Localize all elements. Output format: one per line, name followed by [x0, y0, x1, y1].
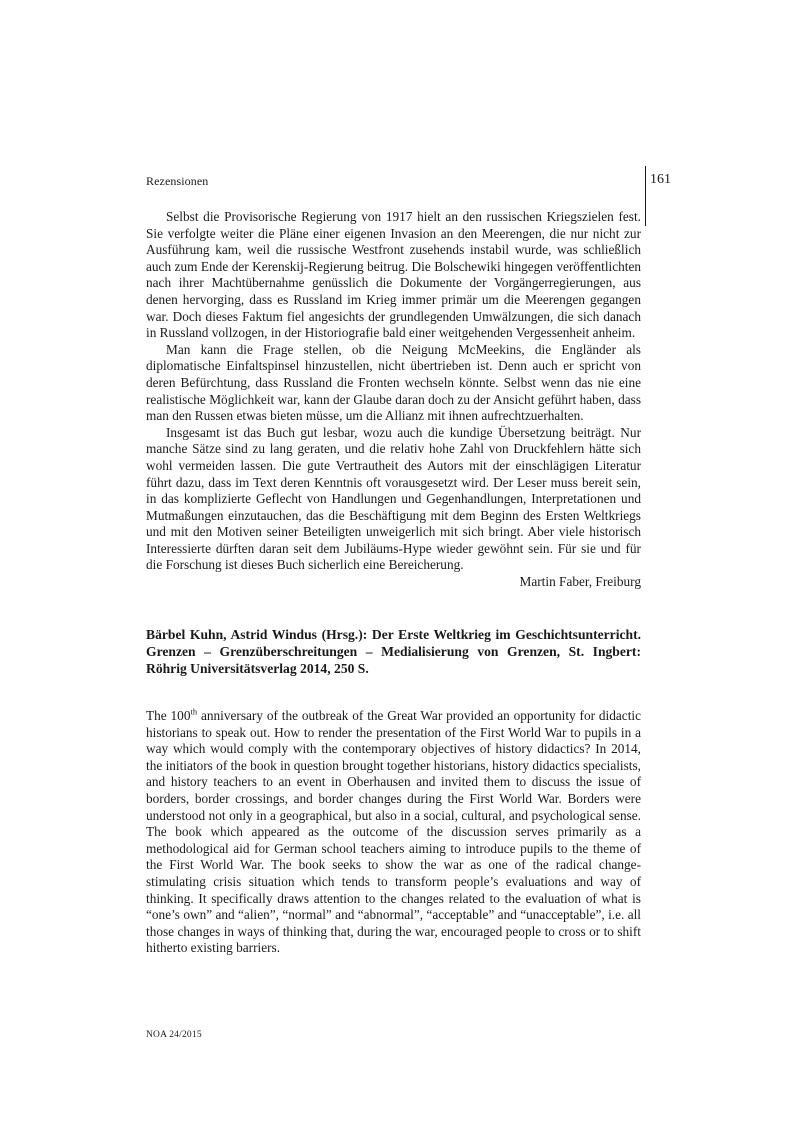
- paragraph: Insgesamt ist das Buch gut lesbar, wozu auch die kundige Übersetzung beiträgt. Nur manche Sätze sind zu lang geraten, und die relativ hohe Zahl von Druckfehlern hätte sich wohl vermeiden lassen. Die gute Vertrautheit des Autors mit der einschlägigen Literatur führt dazu, dass im Text deren Kenntnis oft vorausgesetzt wird. Der Leser muss bereit sein, in das komplizierte Geflecht von Handlungen und Gegenhandlungen, Interpretationen und Mutmaßungen einzutauchen, das die Beschäftigung mit dem Beginn des Ersten Weltkriegs und mit den Motiven seiner Beteiligten unweigerlich mit sich bringt. Aber viele historisch Interessierte dürften daran seit dem Jubiläums-Hype wieder gewöhnt sein. Für sie und für die Forschung ist dieses Buch sicherlich eine Bereicherung.: [146, 424, 641, 573]
- paragraph-text: anniversary of the outbreak of the Great War provided an opportunity for didactic historians to speak out. How to render the presentation of the First World War to pupils in a way which would comply with the contemporary objectives of history didactics? In 2014, the initiators of the book in question brought together historians, history didactics specialists, and history teachers to an event in Oberhausen and invited them to discuss the issue of borders, border crossings, and border changes during the First World War. Borders were understood not only in a geographical, but also in a social, cultural, and psychological sense. The book which appeared as the outcome of the discussion serves primarily as a methodological aid for German school teachers aiming to introduce pupils to the theme of the First World War. The book seeks to show the war as one of the radical change-stimulating crisis situation which tends to transform people’s evaluations and way of thinking. It specifically draws attention to the changes related to the evaluation of what is “one’s own” and “alien”, “normal” and “abnormal”, “acceptable” and “unacceptable”, i.e. all those changes in ways of thinking that, during the war, encouraged people to cross or to shift hitherto existing barriers.: [146, 708, 641, 956]
- margin-rule: [645, 166, 646, 226]
- review-body-1: [146, 209, 641, 591]
- paragraph: Man kann die Frage stellen, ob die Neigung McMeekins, die Engländer als diplomatische Einfaltspinsel hinzustellen, nicht übertrieben ist. Denn auch er spricht von deren Befürchtung, dass Russland die Fronten wechseln könnte. Selbst wenn das nie eine realistische Möglichkeit war, kann der Glaube daran doch zu der Ansicht geführt haben, dass man den Russen etwas bieten müsse, um die Allianz mit ihnen aufrechtzuerhalten.: [146, 341, 641, 424]
- paragraph: Selbst die Provisorische Regierung von 1917 hielt an den russischen Kriegszielen fest. Sie verfolgte weiter die Pläne einer eigenen Invasion an den Meerengen, die nur nicht zur Ausführung kam, weil die russische Westfront zusehends instabil wurde, was schließlich auch zum Ende der Kerenskij-Regierung beitrug. Die Bolschewiki hingegen veröffentlichten nach ihrer Machtübernahme genüsslich die Dokumente der Vorgängerregierungen, aus denen hervorging, dass es Russland im Krieg immer primär um die Meerengen gegangen war. Doch dieses Faktum fiel angesichts der grundlegenden Umwälzungen, die sich danach in Russland vollzogen, in der Historiografie bald einer weitgehenden Vergessenheit anheim.: [146, 209, 641, 341]
- reviewer-signature: Martin Faber, Freiburg: [519, 574, 641, 590]
- running-head: Rezensionen: [146, 174, 209, 188]
- lead-text: The 100: [146, 708, 191, 723]
- page-number: 161: [650, 172, 671, 187]
- paragraph: [146, 708, 641, 957]
- ordinal-superscript: th: [190, 706, 198, 717]
- review-heading: Bärbel Kuhn, Astrid Windus (Hrsg.): Der Erste Weltkrieg im Geschichtsunterricht. Grenzen – Grenzüberschreitungen – Medialisierung von Grenzen, St. Ingbert: Röhrig Universitätsverlag 2014, 250 S.: [146, 627, 641, 676]
- journal-footer: NOA 24/2015: [146, 1030, 202, 1040]
- review-body-2: [146, 708, 641, 957]
